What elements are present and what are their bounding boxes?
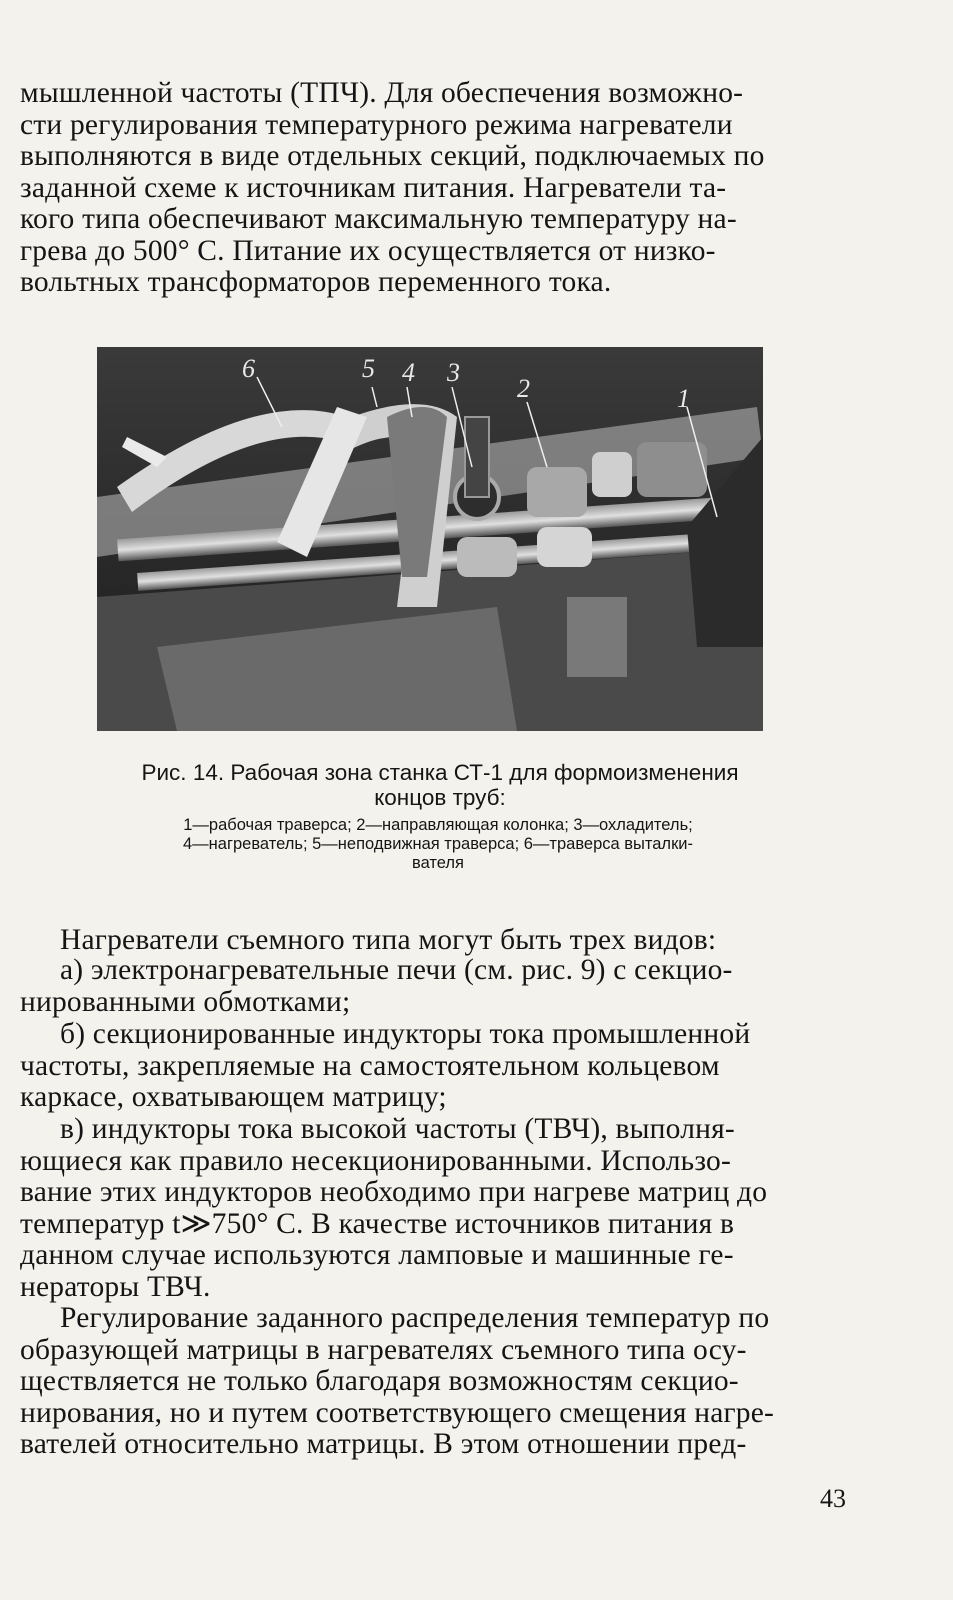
text-line: ющиеся как правило несекционированными. Использо- [20,1144,731,1177]
paragraph-item-b [20,1019,840,1114]
page-number: 43 [820,1484,846,1513]
text-line: а) электронагревательные печи (см. рис. 9) с секцио- [60,954,733,986]
paragraph-regulation [20,1303,840,1461]
text-line: кого типа обеспечивают максимальную температуру на- [20,203,737,235]
text-line: Нагреватели съемного типа могут быть трех видов: [60,924,717,956]
text-line: вателей относительно матрицы. В этом отношении пред- [20,1428,747,1460]
paragraph-item-a [20,955,840,1018]
figure-label-1: 1 [677,384,690,413]
text-line: грева до 500° С. Питание их осуществляется от низко- [20,234,716,267]
figure-label-6: 6 [242,354,255,383]
text-line: вольтных трансформаторов переменного тока. [20,266,612,298]
text-line: частоты, закрепляемые на самостоятельном кольцевом [20,1049,720,1082]
figure-caption-legend [88,816,788,873]
paragraph-item-c [20,1114,840,1303]
text-line: сти регулирования температурного режима нагреватели [20,108,733,141]
text-line: нированными обмотками; [20,985,351,1018]
text-line: образующей матрицы в нагревателях съемного типа осу- [20,1333,747,1366]
text-line: данном случае используются ламповые и машинные ге- [20,1239,734,1271]
text-line: мышленной частоты (ТПЧ). Для обеспечения возможно- [20,77,744,109]
text-line: в) индукторы тока высокой частоты (ТВЧ), выполня- [60,1113,735,1145]
figure-label-5: 5 [362,354,375,383]
text-line: заданной схеме к источникам питания. Нагреватели та- [20,171,727,204]
text-line: нирования, но и путем соответствующего смещения нагре- [20,1396,775,1429]
caption-line: концов труб: [374,785,506,810]
text-line: нераторы ТВЧ. [20,1270,211,1303]
figure-label-4: 4 [402,358,415,387]
figure-machine-photo [97,347,763,731]
legend-line: вателя [412,854,464,872]
text-line: выполняются в виде отдельных секций, подключаемых по [20,140,765,172]
text-line: температур t≫750° С. В качестве источников питания в [20,1207,735,1240]
paragraph-intro [20,78,840,299]
paragraph-types-intro [20,925,840,957]
legend-line: 4—нагреватель; 5—неподвижная траверса; 6—траверса выталки- [183,835,693,853]
text-line: б) секционированные индукторы тока промышленной [60,1018,751,1050]
text-line: ществляется не только благодаря возможностям секцио- [20,1365,739,1397]
figure-label-3: 3 [447,358,460,387]
caption-line: Рис. 14. Рабочая зона станка СТ-1 для формоизменения [141,760,739,785]
text-line: вание этих индукторов необходимо при нагреве матриц до [20,1176,768,1208]
text-line: каркасе, охватывающем матрицу; [20,1081,447,1113]
figure-label-2: 2 [517,374,530,403]
machine-photo-illustration [97,347,763,731]
legend-line: 1—рабочая траверса; 2—направляющая колонка; 3—охладитель; [183,816,693,834]
text-line: Регулирование заданного распределения температур по [60,1302,770,1334]
figure-caption-title [90,760,790,810]
